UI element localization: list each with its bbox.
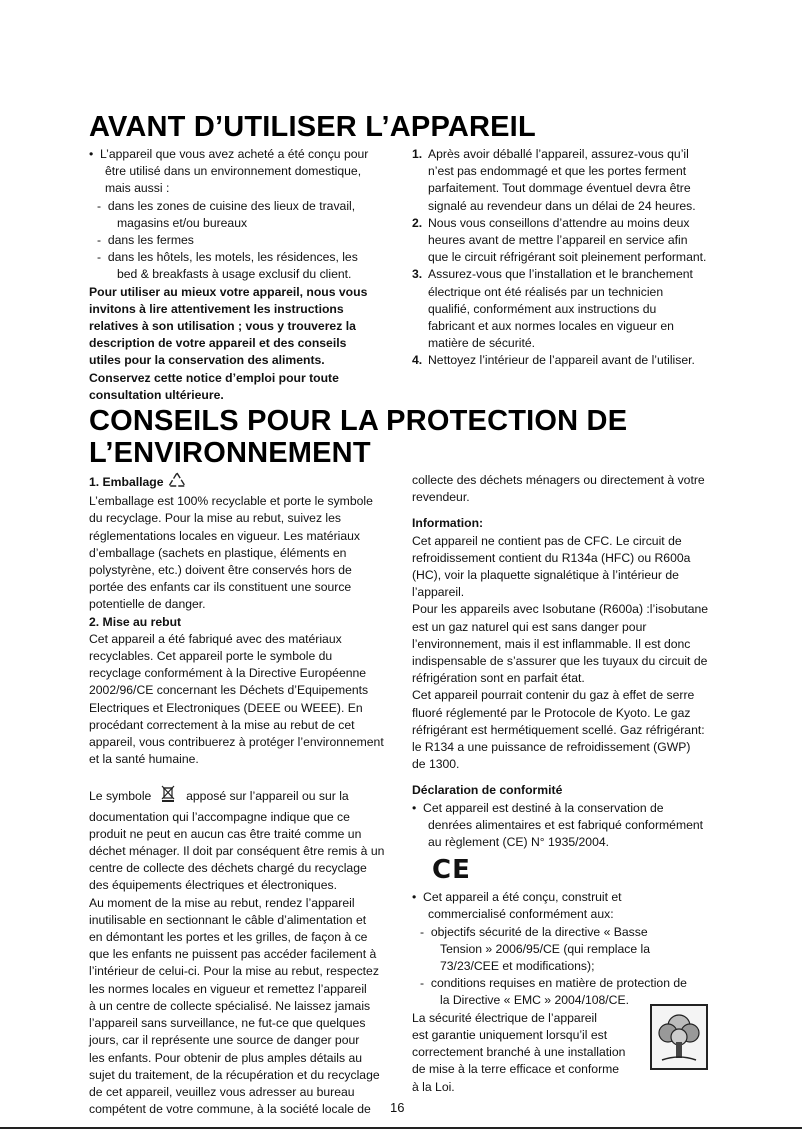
bullet-cont: mais aussi : [105,181,170,196]
step-item: 4. Nettoyez l’intérieur de l’appareil avant de l’utiliser. [412,353,695,368]
page-number: 16 [390,1100,405,1115]
env-right-column: collecte des déchets ménagers ou directement à votre revendeur. Information: Cet appareil ne contient pas de CFC. Le circuit de refroidissement contient du R134a (HFC) ou R600a (HC), voir la plaquette signalétique à l’intérieur de l’appareil. Pour les appareils avec Isobutane (R600a) :l’isobutane est un gaz naturel qui est sans danger pour l’environnement, mais il est inflammable. Il est donc indispensable de s’assurer que les tuyaux du circuit de réfrigération sont en parfait état. Cet appareil pourrait contenir du gaz à effet de serre fluoré réglementé par le Protocole de Kyoto. Le gaz réfrigérant est hermétiquement scellé. Gaz réfrigérant: le R134 a une puissance de refroidissement (GWP) de 1300. Déclaration de conformité • Cet appareil est destiné à la conservation de denrées alimentaires et est fabriqué conformément au règlement (CE) N° 1935/2004. CE • Cet appareil a été conçu, construit et commercialisé conformément aux: - objectifs sécurité de la directive « Basse Tension » 2006/95/CE (qui remplace la 73/23/CEE et modifications); - conditions requises en matière de protection de la Directive « EMC » 2004/108/CE. La sécurité électrique de l’appareil est garantie uniquement lorsqu’il est correctement branché à une installation de mise à la terre efficace et conforme à la Loi. [412,472,717,1096]
dash-item: - conditions requises en matière de protection de [420,976,687,991]
notice-bold: invitons à lire attentivement les instructions [89,301,344,316]
notice-bold: utiles pour la conservation des aliments. [89,353,325,368]
before-steps [412,146,717,370]
dash-item: - objectifs sécurité de la directive « Basse [420,924,648,939]
notice-bold: Conservez cette notice d’emploi pour toute [89,370,339,385]
bullet-item: • L’appareil que vous avez acheté a été conçu pour [89,147,369,161]
dash-item: - dans les fermes [97,233,194,248]
page-title: AVANT D’UTILISER L’APPAREIL [89,111,536,143]
info-title: Information: [412,516,484,531]
bullet-item: • Cet appareil a été conçu, construit et [412,890,622,905]
recycle-icon [167,472,187,493]
dash-item: - dans les zones de cuisine des lieux de travail, [97,198,356,213]
before-left-column [89,146,389,404]
step-item: 1. Après avoir déballé l’appareil, assurez-vous qu’il n’est pas endommagé et que les portes ferment parfaitement. Tout dommage éventuel devra être signalé au revendeur dans un délai de 24 heures. [412,147,696,213]
env-left-column: 1. Emballage L’emballage est 100% recyclable et porte le symbole du recyclage. Pour la mise au rebut, suivez les réglementations locales en vigueur. Les matériaux d’emballage (sachets en plastique, éléments en polystyrène, etc.) doivent être conservés hors de portée des enfants car ils constituent une source potentielle de danger. 2. Mise au rebut Cet appareil a été fabriqué avec des matériaux recyclables. Cet appareil porte le symbole du recyclage conformément à la Directive Européenne 2002/96/CE concernant les Déchets d’Equipements Electriques et Electroniques (DEEE ou WEEE). En procédant correctement à la mise au rebut de cet appareil, vous contribuerez à protéger l’environnement et la santé humaine. Le symbole apposé sur l’appareil ou sur la documentation qui l’accompagne indique que ce produit ne peut en aucun cas être traité comme un déchet ménager. Il doit par conséquent être remis à un centre de collecte des déchets chargé du recyclage des équipements électriques et électroniques. Au moment de la mise au rebut, rendez l’appareil inutilisable en sectionnant le câble d’alimentation et en démontant les portes et les grilles, de façon à ce que les enfants ne puissent pas accéder facilement à l’intérieur de celui-ci. Pour la mise au rebut, respectez les normes locales en vigueur et remettez l’appareil à un centre de collecte spécialisé. Ne laissez jamais l’appareil sans surveillance, ne fut-ce que quelques jours, car il représente une source de danger pour les enfants. Pour obtenir de plus amples détails au sujet du traitement, de la récupération et du recyclage de cet appareil, veuillez vous adresser au bureau compétent de votre commune, à la société locale de [89,472,394,1118]
emballage-title: 1. Emballage [89,472,394,493]
section-title-environment: CONSEILS POUR LA PROTECTION DE L’ENVIRONNEMENT [89,405,628,469]
crossed-bin-icon [161,785,175,808]
divider [0,1127,802,1129]
symbole-line: Le symbole apposé sur l’appareil ou sur la [89,785,394,808]
ce-mark-icon: CE [432,855,471,886]
bullet-item: • Cet appareil est destiné à la conservation de [412,800,664,815]
dash-cont: bed & breakfasts à usage exclusif du client. [117,267,352,282]
dash-item: - dans les hôtels, les motels, les résidences, les [97,250,358,265]
notice-bold: Pour utiliser au mieux votre appareil, nous vous [89,284,368,299]
rebut-title: 2. Mise au rebut [89,614,182,629]
step-item: 3. Assurez-vous que l’installation et le branchement électrique ont été réalisés par un technicien qualifié, conformément aux instructions du fabricant et aux normes locales en vigueur en matière de sécurité. [412,267,693,351]
declaration-title: Déclaration de conformité [412,783,563,798]
tree-icon [650,1004,708,1070]
notice-bold: description de votre appareil et des conseils [89,336,347,351]
notice-bold: consultation ultérieure. [89,387,224,402]
bullet-cont: être utilisé dans un environnement domestique, [105,164,362,179]
dash-cont: magasins et/ou bureaux [117,215,248,230]
step-item: 2. Nous vous conseillons d’attendre au moins deux heures avant de mettre l’appareil en service afin que le circuit réfrigérant soit pleinement performant. [412,215,707,265]
notice-bold: relatives à son utilisation ; vous y trouverez la [89,319,356,334]
